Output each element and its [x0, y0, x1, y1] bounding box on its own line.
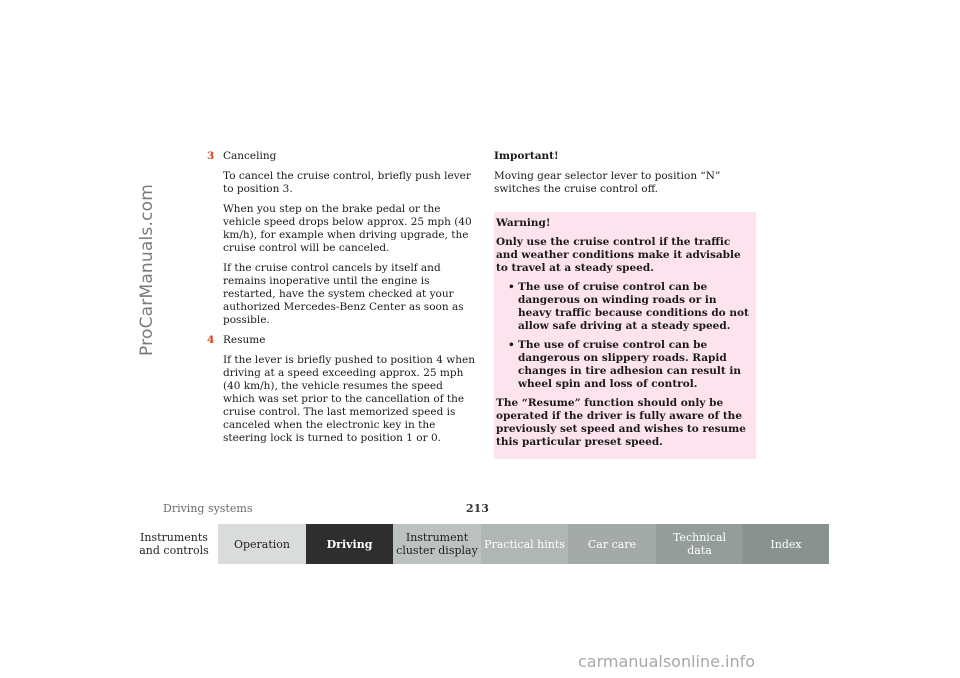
bullet-icon: • [508, 281, 515, 293]
tab-instrument-cluster-display[interactable]: Instrument cluster display [393, 524, 481, 564]
section-tabs [130, 524, 829, 564]
right-column [494, 150, 756, 459]
item-4-header [207, 334, 475, 347]
tab-car-care[interactable]: Car care [568, 524, 656, 564]
tab-driving[interactable]: Driving [306, 524, 393, 564]
item-4-body [223, 354, 475, 445]
warning-bullet: • The use of cruise control can be dangerous on winding roads or in heavy traffic because conditions do not allow safe driving at a steady speed. [508, 281, 749, 332]
item-number: 4 [207, 334, 215, 346]
warning-box [494, 212, 756, 459]
section-title: Driving systems [163, 502, 253, 515]
bullet-icon: • [508, 339, 515, 351]
paragraph: If the cruise control cancels by itself and remains inoperative until the engine is restarted, have the system checked at your authorized Mercedes-Benz Center as soon as possible. [223, 262, 464, 326]
paragraph: When you step on the brake pedal or the vehicle speed drops below approx. 25 mph (40 km/h), for example when driving upgrade, the cruise control will be canceled. [223, 203, 472, 254]
item-title: Resume [223, 334, 266, 346]
tab-technical-data[interactable]: Technical data [656, 524, 743, 564]
important-title: Important! [494, 150, 559, 162]
item-number: 3 [207, 150, 215, 162]
left-column [207, 150, 475, 452]
side-watermark: ProCarManuals.com [137, 184, 157, 356]
item-3-header [207, 150, 475, 163]
item-title: Canceling [223, 150, 277, 162]
tab-index[interactable]: Index [743, 524, 829, 564]
warning-intro: Only use the cruise control if the traffic and weather conditions make it advisable to travel at a steady speed. [496, 236, 741, 274]
tab-operation[interactable]: Operation [218, 524, 306, 564]
warning-title: Warning! [496, 217, 551, 229]
bottom-watermark: carmanualsonline.info [578, 652, 756, 671]
item-3-body [223, 170, 475, 327]
tab-instruments-and-controls[interactable]: Instruments and controls [130, 524, 218, 564]
paragraph: To cancel the cruise control, briefly push lever to position 3. [223, 170, 471, 195]
page-number: 213 [466, 502, 489, 515]
paragraph: If the lever is briefly pushed to position 4 when driving at a speed exceeding approx. 25 mph (40 km/h), the vehicle resumes the speed which was set prior to the cancellation of the cruise control. The last memorized speed is canceled when the electronic key in the steering lock is turned to position 1 or 0. [223, 354, 475, 444]
important-text: Moving gear selector lever to position “N” switches the cruise control off. [494, 170, 721, 195]
warning-outro: The “Resume” function should only be operated if the driver is fully aware of the previously set speed and wishes to resume this particular preset speed. [496, 397, 746, 448]
warning-bullet: • The use of cruise control can be dangerous on slippery roads. Rapid changes in tire adhesion can result in wheel spin and loss of control. [508, 339, 742, 390]
tab-practical-hints[interactable]: Practical hints [481, 524, 568, 564]
